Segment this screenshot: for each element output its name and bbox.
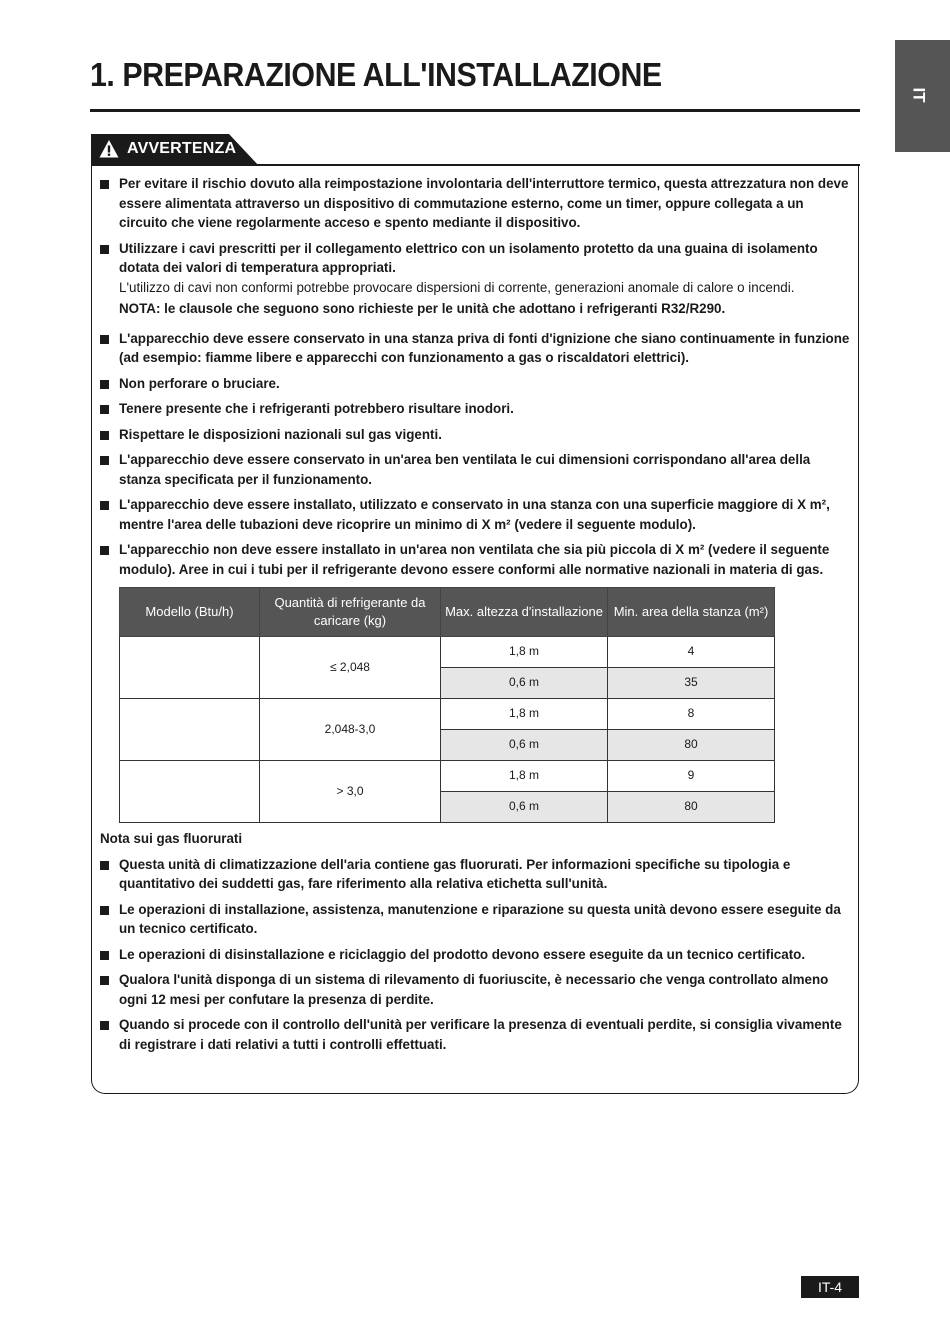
model-cell: [120, 637, 260, 699]
bullet-icon: [100, 405, 109, 414]
bullet-icon: [100, 906, 109, 915]
table-header-row: [120, 588, 775, 637]
list-item: L'apparecchio deve essere conservato in una stanza priva di fonti d'ignizione che siano continuamente in funzione (ad esempio: fiamme libere e apparecchi con funzionamento a gas o riscaldatori elettrici).: [100, 329, 850, 368]
page-title: 1. PREPARAZIONE ALL'INSTALLAZIONE: [90, 56, 662, 93]
list-item: Tenere presente che i refrigeranti potrebbero risultare inodori.: [100, 399, 850, 419]
table-row: [120, 637, 775, 668]
warning-triangle-icon: [99, 139, 119, 159]
quantity-cell: ≤ 2,048: [260, 637, 441, 699]
title-rule: [90, 109, 860, 112]
bullet-icon: [100, 951, 109, 960]
table-header: Max. altezza d'installazione: [441, 588, 608, 637]
fluorinated-gas-heading: Nota sui gas fluorurati: [100, 831, 243, 846]
quantity-cell: 2,048-3,0: [260, 699, 441, 761]
refrigerant-note: NOTA: le clausole che seguono sono richieste per le unità che adottano i refrigeranti R32/R290.: [119, 301, 726, 316]
model-cell: [120, 699, 260, 761]
list-item: L'apparecchio deve essere installato, utilizzato e conservato in una stanza con una superficie maggiore di X m², mentre l'area delle tubazioni deve ricoprire un minimo di X m² (vedere il seguente modulo).: [100, 495, 850, 534]
bullet-icon: [100, 245, 109, 254]
height-cell: 1,8 m: [441, 699, 608, 730]
bullet-icon: [100, 861, 109, 870]
area-cell: 4: [608, 637, 775, 668]
table-row: [120, 761, 775, 792]
area-cell: 8: [608, 699, 775, 730]
refrigerant-table: [119, 587, 775, 823]
list-item: L'apparecchio non deve essere installato in un'area non ventilata che sia più piccola di X m² (vedere il seguente modulo). Aree in cui i tubi per il refrigerante devono essere conformi alle normative nazionali in materia di gas.: [100, 540, 850, 579]
list-item: Rispettare le disposizioni nazionali sul gas vigenti.: [100, 425, 850, 445]
height-cell: 1,8 m: [441, 761, 608, 792]
quantity-cell: > 3,0: [260, 761, 441, 823]
list-item: L'apparecchio deve essere conservato in un'area ben ventilata le cui dimensioni corrispondano all'area della stanza specificata per il funzionamento.: [100, 450, 850, 489]
warning-label: AVVERTENZA: [127, 140, 237, 157]
table-row: [120, 699, 775, 730]
bullet-icon: [100, 546, 109, 555]
list-item: Le operazioni di installazione, assistenza, manutenzione e riparazione su questa unità devono essere eseguite da un tecnico certificato.: [100, 900, 850, 939]
list-item: Questa unità di climatizzazione dell'aria contiene gas fluorurati. Per informazioni specifiche su tipologia e quantitativo dei suddetti gas, fare riferimento alla relativa etichetta sull'unità.: [100, 855, 850, 894]
model-cell: [120, 761, 260, 823]
bullet-icon: [100, 431, 109, 440]
page-number: IT-4: [801, 1276, 859, 1298]
bullet-icon: [100, 456, 109, 465]
list-item: Utilizzare i cavi prescritti per il collegamento elettrico con un isolamento protetto da una guaina di isolamento dotata dei valori di temperatura appropriati.: [100, 239, 850, 278]
bullet-icon: [100, 335, 109, 344]
warning-content: [100, 174, 850, 1060]
table-header: Min. area della stanza (m²): [608, 588, 775, 637]
bullet-icon: [100, 180, 109, 189]
bullet-icon: [100, 976, 109, 985]
bullet-icon: [100, 1021, 109, 1030]
list-item: Per evitare il rischio dovuto alla reimpostazione involontaria dell'interruttore termico, questa attrezzatura non deve essere alimentata attraverso un dispositivo di commutazione esterno, come un timer, oppure collegata a un circuito che viene regolarmente acceso e spento mediante il dispositivo.: [100, 174, 850, 233]
list-item: Le operazioni di disinstallazione e riciclaggio del prodotto devono essere eseguite da un tecnico certificato.: [100, 945, 850, 965]
area-cell: 9: [608, 761, 775, 792]
height-cell: 0,6 m: [441, 792, 608, 823]
list-item: Non perforare o bruciare.: [100, 374, 850, 394]
table-header: Modello (Btu/h): [120, 588, 260, 637]
area-cell: 80: [608, 792, 775, 823]
height-cell: 0,6 m: [441, 668, 608, 699]
language-tab-label: IT: [909, 87, 929, 103]
language-tab: [895, 40, 950, 152]
area-cell: 35: [608, 668, 775, 699]
list-item: Quando si procede con il controllo dell'unità per verificare la presenza di eventuali perdite, si consiglia vivamente di registrare i dati relativi a tutti i controlli effettuati.: [100, 1015, 850, 1054]
table-header: Quantità di refrigerante da caricare (kg): [260, 588, 441, 637]
height-cell: 0,6 m: [441, 730, 608, 761]
refrigerant-table-wrap: [119, 587, 850, 823]
height-cell: 1,8 m: [441, 637, 608, 668]
bullet-icon: [100, 501, 109, 510]
cable-note: L'utilizzo di cavi non conformi potrebbe provocare dispersioni di corrente, generazioni anomale di calore o incendi.: [119, 279, 795, 295]
bullet-icon: [100, 380, 109, 389]
list-item: Qualora l'unità disponga di un sistema di rilevamento di fuoriuscite, è necessario che venga controllato almeno ogni 12 mesi per confutare la presenza di perdite.: [100, 970, 850, 1009]
area-cell: 80: [608, 730, 775, 761]
